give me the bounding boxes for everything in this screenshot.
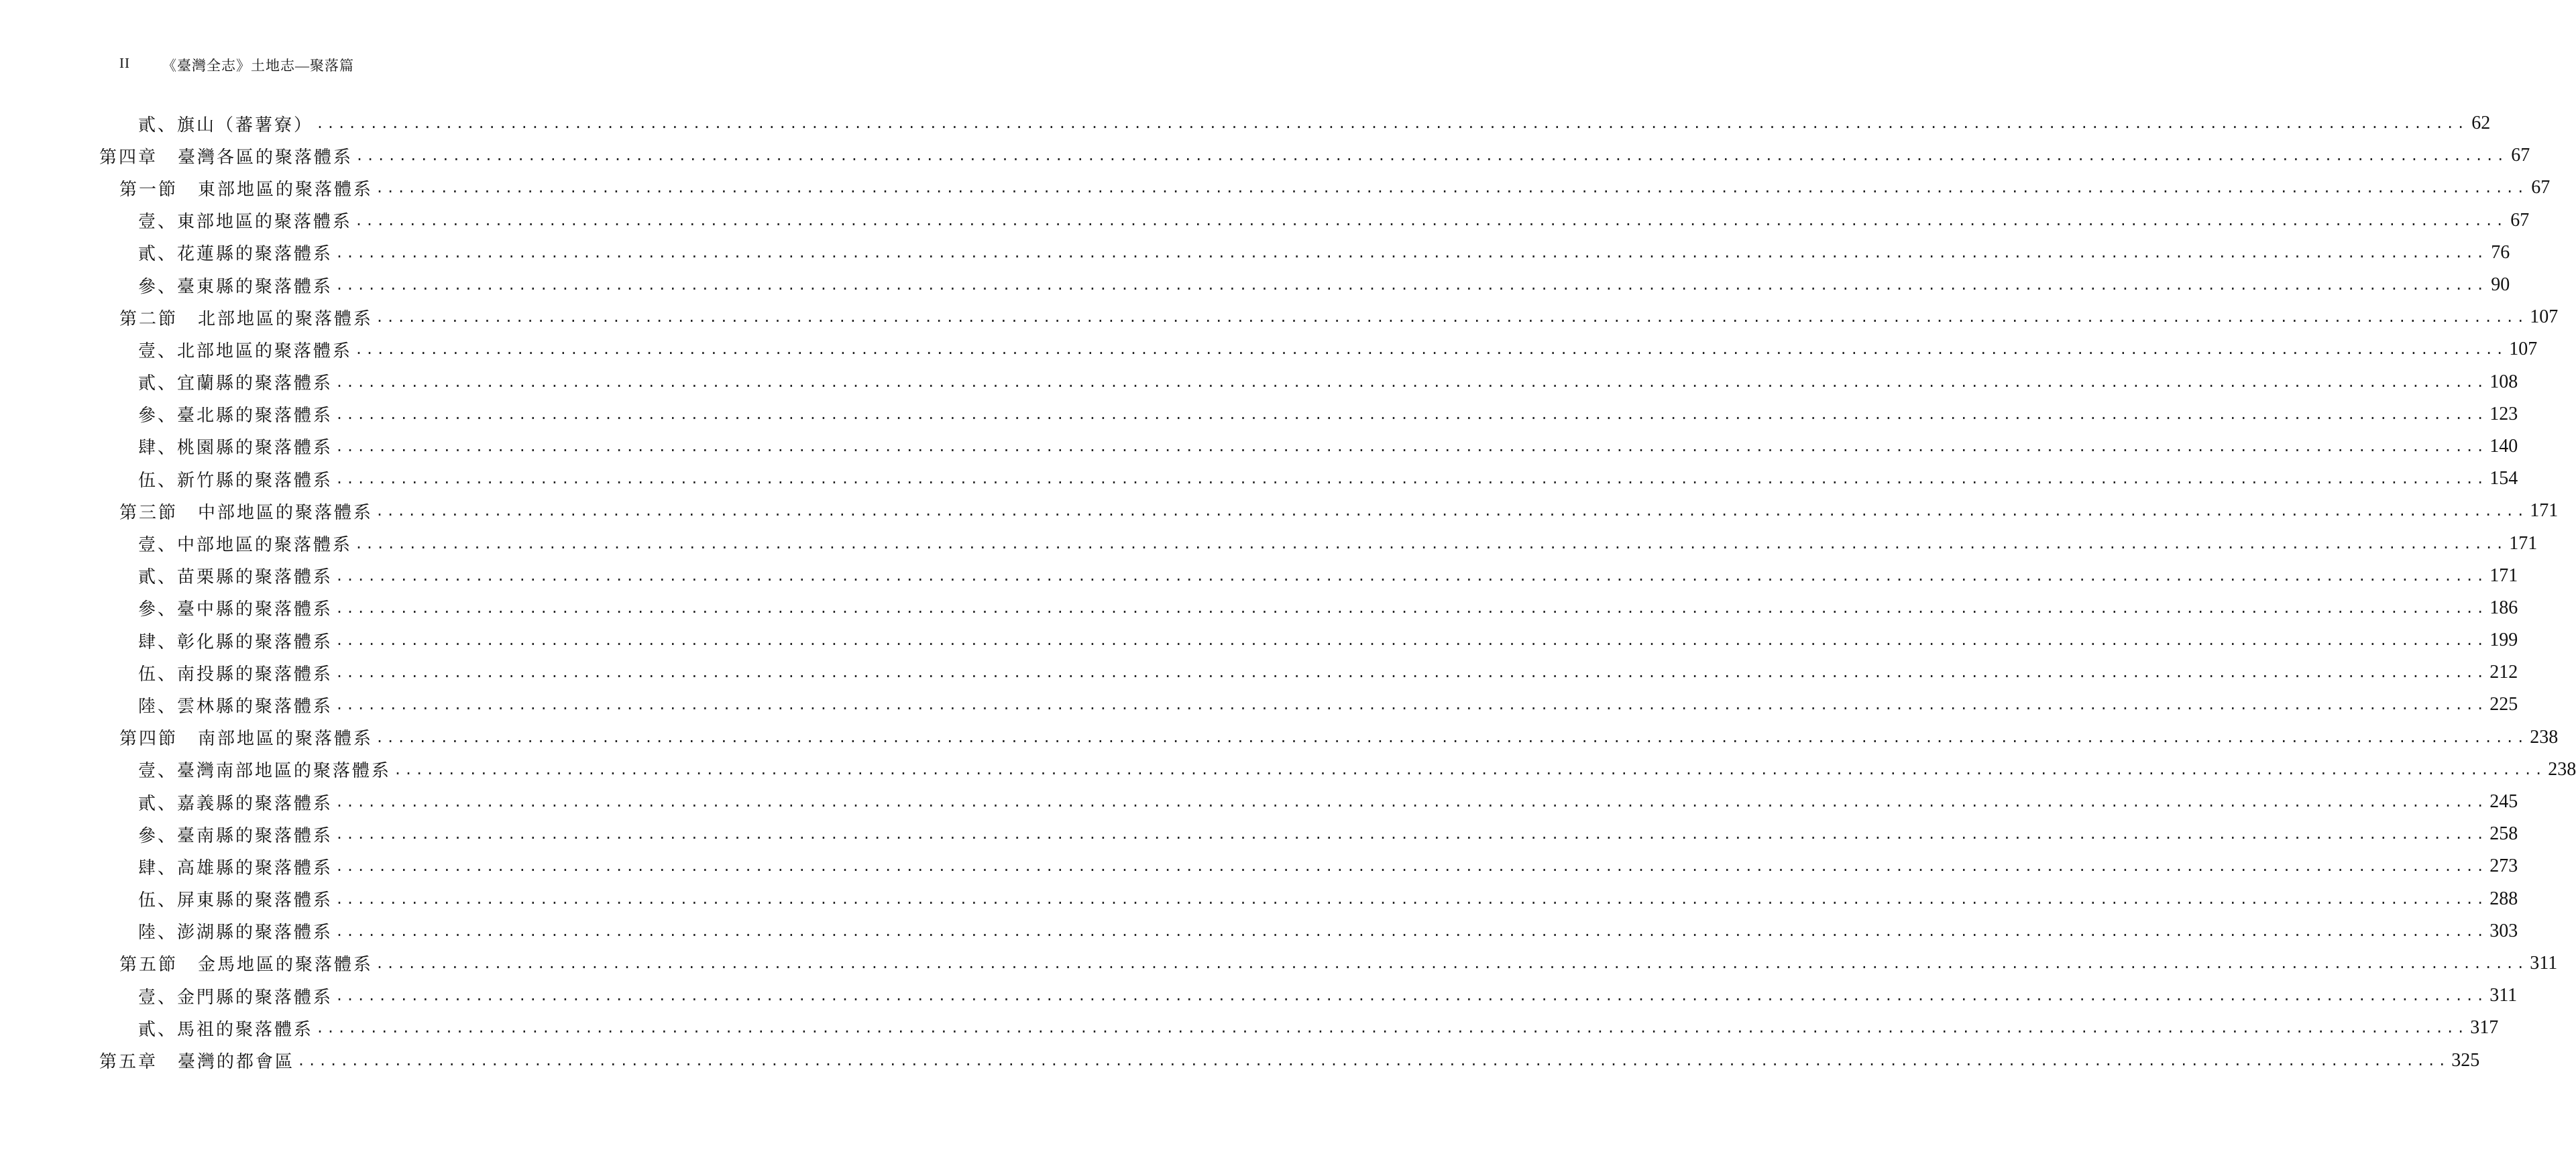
dot-leader: ........................................................................................................................................................................................................ xyxy=(355,212,2507,229)
toc-entry-page-number: 123 xyxy=(2489,403,2518,424)
book-title: 《臺灣全志》土地志—聚落篇 xyxy=(162,58,354,74)
toc-entry-title: 伍、屏東縣的聚落體系 xyxy=(138,890,333,911)
toc-entry-title: 肆、高雄縣的聚落體系 xyxy=(138,858,333,878)
toc-entry-page-number: 62 xyxy=(2471,113,2491,134)
dot-leader: ........................................................................................................................................................................................................ xyxy=(335,244,2487,261)
toc-entry-title: 北部地區的聚落體系 xyxy=(198,308,374,329)
toc-entry-section xyxy=(99,947,2558,980)
dot-leader: ........................................................................................................................................................................................................ xyxy=(335,632,2487,649)
toc-entry-title: 貳、馬祖的聚落體系 xyxy=(138,1019,314,1040)
dot-leader: ........................................................................................................................................................................................................ xyxy=(355,341,2507,358)
dot-leader: ........................................................................................................................................................................................................ xyxy=(376,309,2528,326)
toc-entry-page-number: 273 xyxy=(2489,856,2518,877)
toc-entry-item xyxy=(99,204,2530,237)
toc-entry-title: 貳、旗山（蕃薯寮） xyxy=(138,115,314,135)
toc-entry-page-number: 67 xyxy=(2531,177,2551,198)
toc-entry-title: 參、臺東縣的聚落體系 xyxy=(138,276,333,297)
toc-entry-page-number: 107 xyxy=(2530,306,2559,328)
table-of-contents xyxy=(99,107,2576,1077)
toc-entry-item xyxy=(99,689,2518,721)
toc-entry-page-number: 225 xyxy=(2489,694,2518,715)
toc-entry-page-number: 171 xyxy=(2509,532,2538,554)
dot-leader: ........................................................................................................................................................................................................ xyxy=(335,858,2487,875)
toc-entry-title: 中部地區的聚落體系 xyxy=(198,502,374,523)
dot-leader: ........................................................................................................................................................................................................ xyxy=(335,373,2487,390)
dot-leader: ........................................................................................................................................................................................................ xyxy=(376,180,2528,196)
dot-leader: ........................................................................................................................................................................................................ xyxy=(394,761,2546,778)
toc-entry-title: 東部地區的聚落體系 xyxy=(198,179,374,200)
toc-entry-prefix: 第二節 xyxy=(119,308,178,329)
toc-entry-page-number: 90 xyxy=(2491,274,2510,296)
toc-entry-page-number: 311 xyxy=(2489,985,2518,1006)
toc-entry-item xyxy=(99,560,2518,592)
dot-leader: ........................................................................................................................................................................................................ xyxy=(335,826,2487,843)
toc-entry-section xyxy=(99,495,2559,527)
toc-entry-page-number: 238 xyxy=(2548,758,2576,780)
dot-leader: ........................................................................................................................................................................................................ xyxy=(335,923,2487,939)
toc-entry-item xyxy=(99,656,2518,689)
toc-entry-section xyxy=(99,301,2559,333)
dot-leader: ........................................................................................................................................................................................................ xyxy=(316,115,2468,132)
toc-entry-title: 貳、嘉義縣的聚落體系 xyxy=(138,793,333,814)
toc-entry-section xyxy=(99,172,2551,204)
toc-entry-title: 肆、桃園縣的聚落體系 xyxy=(138,438,333,459)
toc-entry-item xyxy=(99,107,2491,139)
toc-entry-page-number: 317 xyxy=(2470,1017,2499,1039)
toc-entry-item xyxy=(99,754,2576,786)
dot-leader: ........................................................................................................................................................................................................ xyxy=(355,148,2508,164)
dot-leader: ........................................................................................................................................................................................................ xyxy=(335,471,2487,487)
toc-entry-page-number: 212 xyxy=(2489,662,2518,683)
dot-leader: ........................................................................................................................................................................................................ xyxy=(335,664,2487,681)
toc-entry-prefix: 第四節 xyxy=(119,729,178,750)
toc-entry-page-number: 311 xyxy=(2530,952,2558,974)
toc-entry-title: 貳、苗栗縣的聚落體系 xyxy=(138,567,333,588)
toc-entry-item xyxy=(99,333,2538,365)
toc-entry-page-number: 154 xyxy=(2489,468,2518,489)
toc-entry-page-number: 186 xyxy=(2489,597,2518,618)
toc-entry-title: 參、臺南縣的聚落體系 xyxy=(138,825,333,846)
dot-leader: ........................................................................................................................................................................................................ xyxy=(355,535,2507,552)
toc-entry-title: 壹、中部地區的聚落體系 xyxy=(138,535,353,556)
toc-entry-page-number: 258 xyxy=(2489,823,2518,845)
toc-entry-title: 肆、彰化縣的聚落體系 xyxy=(138,632,333,652)
toc-entry-page-number: 303 xyxy=(2489,920,2518,941)
toc-entry-item xyxy=(99,786,2518,818)
toc-entry-page-number: 67 xyxy=(2510,209,2530,231)
toc-entry-title: 參、臺北縣的聚落體系 xyxy=(138,406,333,426)
dot-leader: ........................................................................................................................................................................................................ xyxy=(297,1052,2449,1069)
toc-entry-prefix: 第五章 xyxy=(99,1052,158,1073)
dot-leader: ........................................................................................................................................................................................................ xyxy=(335,697,2487,713)
toc-entry-title: 壹、臺灣南部地區的聚落體系 xyxy=(138,761,392,782)
toc-entry-page-number: 171 xyxy=(2530,500,2559,522)
toc-entry-page-number: 76 xyxy=(2491,241,2510,263)
toc-entry-page-number: 325 xyxy=(2451,1049,2480,1071)
toc-entry-title: 伍、新竹縣的聚落體系 xyxy=(138,470,333,491)
dot-leader: ........................................................................................................................................................................................................ xyxy=(335,567,2487,584)
toc-entry-title: 壹、北部地區的聚落體系 xyxy=(138,341,353,361)
toc-entry-page-number: 288 xyxy=(2489,888,2518,909)
dot-leader: ........................................................................................................................................................................................................ xyxy=(376,955,2528,972)
dot-leader: ........................................................................................................................................................................................................ xyxy=(335,438,2487,455)
toc-entry-item xyxy=(99,915,2518,947)
toc-entry-title: 壹、東部地區的聚落體系 xyxy=(138,212,353,233)
dot-leader: ........................................................................................................................................................................................................ xyxy=(376,729,2528,746)
toc-entry-item xyxy=(99,980,2518,1012)
toc-entry-item xyxy=(99,398,2518,430)
toc-entry-title: 臺灣各區的聚落體系 xyxy=(178,147,353,168)
toc-entry-page-number: 238 xyxy=(2530,726,2559,748)
toc-entry-page-number: 108 xyxy=(2489,371,2518,392)
toc-entry-item xyxy=(99,850,2518,882)
toc-entry-prefix: 第五節 xyxy=(119,955,178,976)
toc-entry-item xyxy=(99,592,2518,624)
toc-entry-page-number: 67 xyxy=(2511,145,2530,166)
dot-leader: ........................................................................................................................................................................................................ xyxy=(335,277,2487,294)
toc-entry-page-number: 140 xyxy=(2489,435,2518,457)
toc-entry-chapter xyxy=(99,139,2530,172)
toc-entry-page-number: 245 xyxy=(2489,791,2518,813)
toc-entry-item xyxy=(99,527,2538,559)
dot-leader: ........................................................................................................................................................................................................ xyxy=(316,1020,2468,1037)
toc-entry-title: 陸、澎湖縣的聚落體系 xyxy=(138,923,333,943)
dot-leader: ........................................................................................................................................................................................................ xyxy=(335,890,2487,907)
toc-entry-title: 參、臺中縣的聚落體系 xyxy=(138,599,333,620)
toc-entry-title: 壹、金門縣的聚落體系 xyxy=(138,987,333,1008)
toc-entry-title: 貳、宜蘭縣的聚落體系 xyxy=(138,373,333,394)
page-header xyxy=(119,55,354,75)
toc-entry-prefix: 第三節 xyxy=(119,502,178,523)
dot-leader: ........................................................................................................................................................................................................ xyxy=(335,794,2487,811)
toc-entry-title: 陸、雲林縣的聚落體系 xyxy=(138,696,333,717)
toc-entry-title: 伍、南投縣的聚落體系 xyxy=(138,664,333,685)
toc-entry-title: 南部地區的聚落體系 xyxy=(198,729,374,750)
toc-entry-page-number: 199 xyxy=(2489,630,2518,651)
page-number: II xyxy=(119,55,130,71)
toc-entry-item xyxy=(99,1012,2499,1044)
toc-entry-title: 臺灣的都會區 xyxy=(178,1052,295,1073)
toc-entry-item xyxy=(99,883,2518,915)
toc-entry-item xyxy=(99,818,2518,850)
toc-entry-item xyxy=(99,624,2518,656)
toc-entry-prefix: 第一節 xyxy=(119,179,178,200)
dot-leader: ........................................................................................................................................................................................................ xyxy=(335,599,2487,616)
toc-entry-item xyxy=(99,430,2518,463)
dot-leader: ........................................................................................................................................................................................................ xyxy=(335,988,2487,1004)
dot-leader: ........................................................................................................................................................................................................ xyxy=(376,503,2528,520)
toc-entry-chapter xyxy=(99,1044,2480,1076)
dot-leader: ........................................................................................................................................................................................................ xyxy=(335,406,2487,422)
toc-entry-prefix: 第四章 xyxy=(99,147,158,168)
toc-entry-item xyxy=(99,463,2518,495)
toc-entry-title: 金馬地區的聚落體系 xyxy=(198,955,374,976)
toc-entry-item xyxy=(99,237,2510,269)
toc-entry-page-number: 107 xyxy=(2509,339,2538,360)
toc-entry-item xyxy=(99,269,2510,301)
toc-entry-page-number: 171 xyxy=(2489,565,2518,586)
toc-entry-item xyxy=(99,366,2518,398)
toc-entry-title: 貳、花蓮縣的聚落體系 xyxy=(138,244,333,265)
toc-entry-section xyxy=(99,721,2559,754)
